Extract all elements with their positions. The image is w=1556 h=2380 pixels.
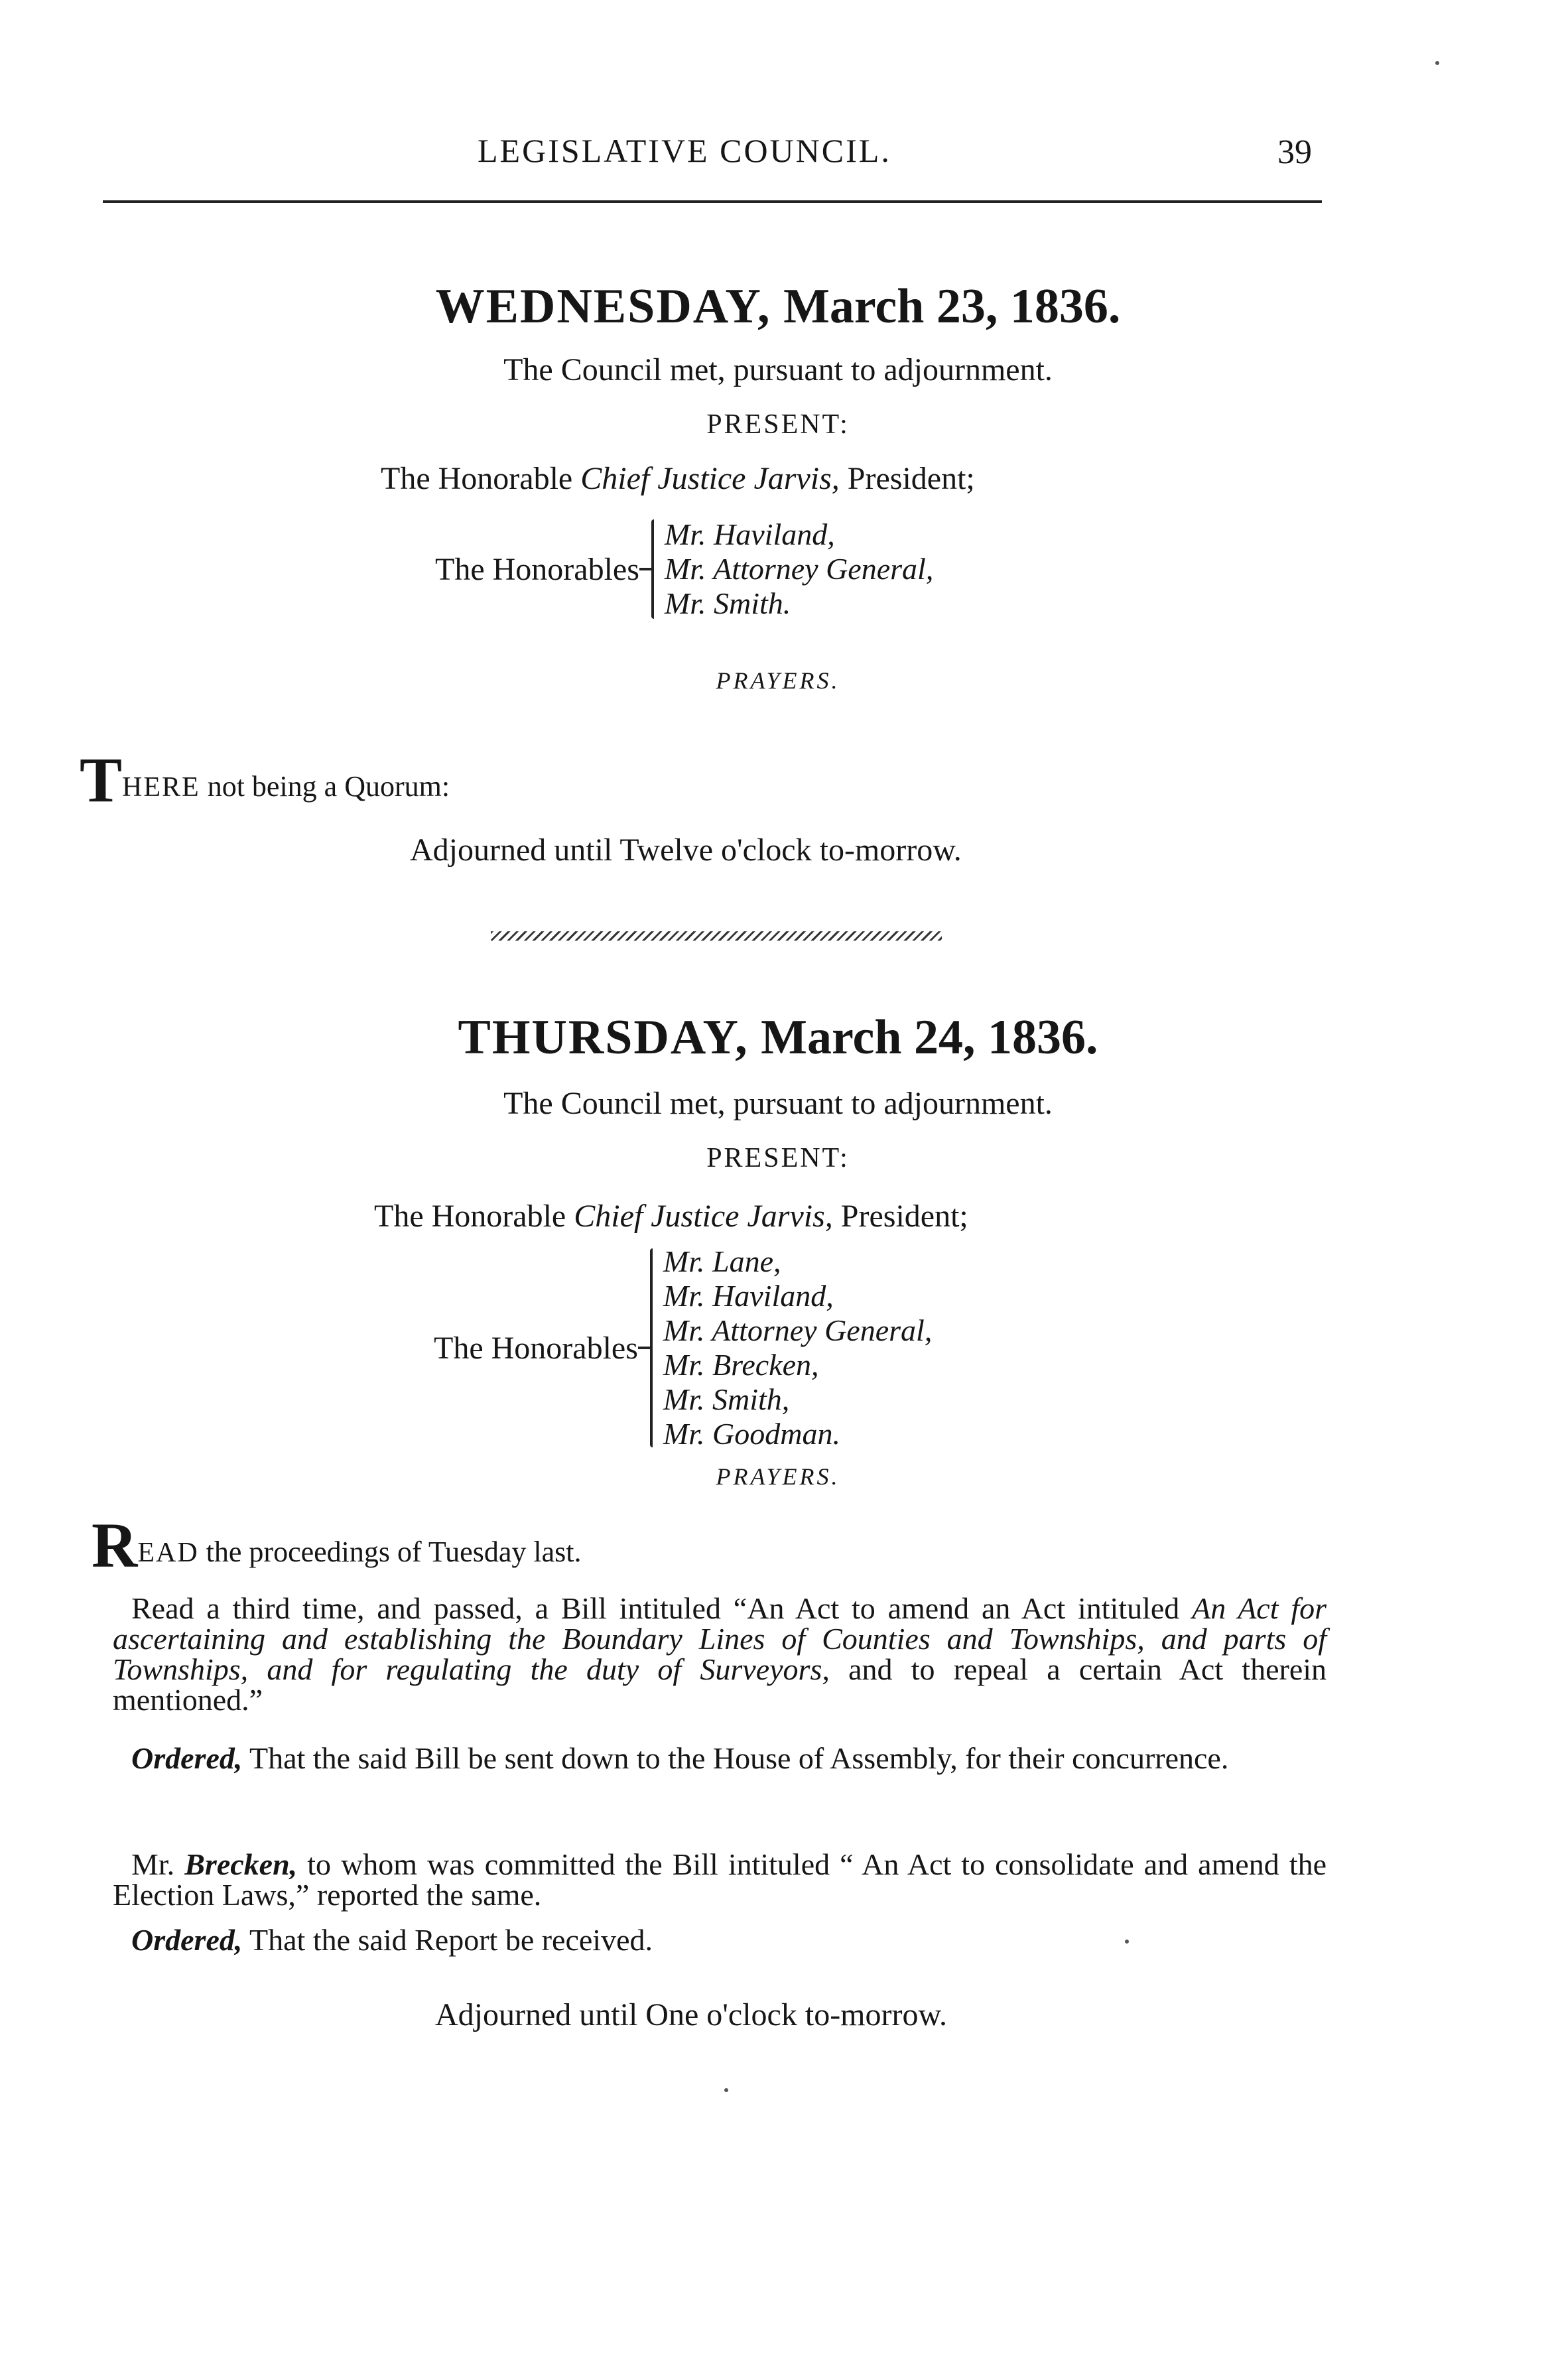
scan-speck [724, 2088, 728, 2092]
day1-honorables-label: The Honorables [435, 551, 639, 587]
scan-speck [1435, 61, 1439, 65]
day2-president-name: Chief Justice Jarvis, [574, 1199, 833, 1234]
ordered-text-2: That the said Report be received. [249, 1923, 653, 1957]
day2-president-suffix: President; [840, 1199, 968, 1234]
ordered-paragraph-2 [113, 1925, 1327, 1955]
day1-president-name: Chief Justice Jarvis, [580, 461, 840, 496]
section-separator [491, 931, 942, 941]
day1-president-line [381, 460, 975, 497]
day1-quorum-dropcap: T [80, 744, 123, 815]
ordered-label-1: Ordered, [131, 1741, 243, 1775]
day2-member: Mr. Goodman. [663, 1417, 840, 1451]
day1-president-prefix: The Honorable [381, 461, 573, 496]
day2-member: Mr. Attorney General, [663, 1313, 933, 1347]
day2-date: March 24, 1836. [761, 1010, 1098, 1065]
day2-weekday: THURSDAY, [458, 1010, 749, 1065]
bill-paragraph [113, 1593, 1327, 1715]
running-title: LEGISLATIVE COUNCIL. [478, 132, 891, 169]
page-number: 39 [1277, 133, 1312, 171]
day2-member: Mr. Brecken, [663, 1348, 819, 1382]
day1-honorables-block [435, 517, 933, 621]
day2-read-line [92, 1510, 582, 1581]
day2-president-prefix: The Honorable [374, 1199, 566, 1234]
day2-member: Mr. Smith, [663, 1382, 790, 1416]
day2-member: Mr. Haviland, [663, 1279, 834, 1313]
day1-quorum-line [80, 744, 450, 815]
bill-text-a: Read a third time, and passed, a Bill intituled “An Act to amend an Act intituled [131, 1591, 1180, 1625]
day2-president-line [374, 1198, 968, 1234]
day1-weekday: WEDNESDAY, [435, 279, 771, 334]
day1-quorum-rest: not being a Quorum: [207, 770, 450, 803]
day2-read-rest: the proceedings of Tuesday last. [206, 1536, 582, 1568]
day1-date: March 23, 1836. [783, 279, 1121, 334]
day2-met-line: The Council met, pursuant to adjournment. [503, 1086, 1053, 1121]
report-paragraph [113, 1849, 1327, 1910]
day1-present-label: PRESENT: [706, 409, 850, 440]
day1-president-suffix: President; [847, 461, 975, 496]
day1-met-line: The Council met, pursuant to adjournment. [503, 352, 1053, 387]
day1-heading [0, 279, 1556, 335]
day2-adjourned: Adjourned until One o'clock to-morrow. [435, 1997, 948, 2032]
report-member-name: Brecken, [184, 1847, 298, 1881]
day2-member-list [663, 1244, 932, 1451]
day1-member: Mr. Attorney General, [664, 552, 934, 586]
day2-prayers: PRAYERS. [716, 1463, 840, 1490]
ordered-text-1: That the said Bill be sent down to the House of Assembly, for their concurrence. [249, 1741, 1229, 1775]
day2-read-dropcap: R [92, 1510, 138, 1581]
day2-honorables-block [434, 1244, 932, 1451]
day1-member-list [665, 517, 933, 621]
report-mr: Mr. [131, 1847, 175, 1881]
report-text: to whom was committed the Bill intituled “ An Act to consolidate and amend the Election Laws,” reported the same. [113, 1847, 1327, 1912]
day2-heading [0, 1010, 1556, 1066]
day2-brace [650, 1248, 653, 1447]
bill-act-title: An Act for ascertaining and establishing the Boundary Lines of Counties and Townships, and parts of Townships, and for regulating the duty of Surveyors, [113, 1591, 1327, 1686]
day1-prayers: PRAYERS. [716, 667, 840, 694]
day2-honorables-label: The Honorables [434, 1330, 638, 1366]
day2-read-caps: EAD [137, 1538, 199, 1568]
day1-quorum-caps: HERE [122, 772, 200, 803]
scan-speck [1125, 1940, 1129, 1944]
day2-present-label: PRESENT: [706, 1143, 850, 1173]
bill-text-b: and to repeal a certain Act therein mentioned.” [113, 1652, 1327, 1717]
header-rule [103, 200, 1322, 203]
day1-member: Mr. Smith. [664, 586, 791, 620]
day1-adjourned: Adjourned until Twelve o'clock to-morrow. [410, 832, 962, 868]
ordered-label-2: Ordered, [131, 1923, 243, 1957]
ordered-paragraph-1 [113, 1743, 1327, 1774]
day2-member: Mr. Lane, [663, 1244, 781, 1278]
day1-member: Mr. Haviland, [664, 517, 835, 551]
day1-brace [651, 519, 654, 619]
